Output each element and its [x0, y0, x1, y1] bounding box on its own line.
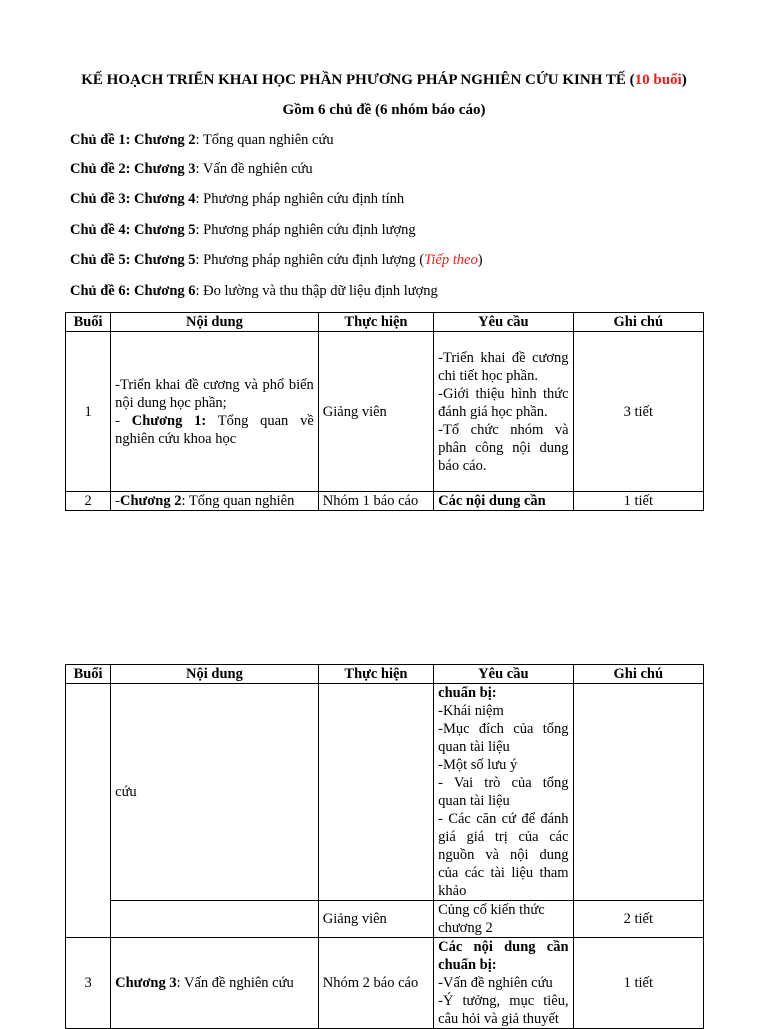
topic-label: Chủ đề 3: Chương 4 — [70, 191, 196, 207]
yeu-cau-item: -Tổ chức nhóm và phân công nội dung báo cáo. — [438, 421, 569, 474]
cell-buoi: 3 — [66, 938, 111, 1029]
header-noi-dung: Nội dung — [111, 313, 319, 332]
header-ghi-chu: Ghi chú — [573, 665, 703, 684]
yeu-cau-item: -Giới thiệu hình thức đánh giá học phần. — [438, 385, 569, 420]
prefix: - — [115, 493, 120, 509]
topic-label: Chủ đề 5: Chương 5 — [70, 252, 196, 268]
schedule-table-page1 — [65, 312, 704, 511]
topic-label: Chủ đề 4: Chương 5 — [70, 222, 196, 238]
yeu-cau-item: - Các căn cứ để đánh giá giá trị của các nguồn và nội dung của các tài liệu tham khảo — [438, 811, 569, 899]
chapter-text: Tổng quan về nghiên cứu khoa học — [115, 412, 314, 447]
topic-text: : Phương pháp nghiên cứu định lượng — [195, 222, 416, 238]
yeu-cau-heading-text: chuẩn bị: — [438, 685, 497, 701]
header-buoi: Buổi — [66, 313, 111, 332]
topic-4 — [70, 222, 416, 239]
cell-ghi-chu — [573, 684, 703, 901]
header-thuc-hien: Thực hiện — [318, 665, 433, 684]
table-header-row — [66, 313, 704, 332]
cell-ghi-chu: 3 tiết — [573, 332, 703, 492]
topic-text: : Vấn đề nghiên cứu — [195, 161, 313, 177]
table-row — [66, 332, 704, 492]
document-title — [0, 72, 768, 89]
cell-noi-dung — [111, 492, 319, 511]
yeu-cau-heading-text: Các nội dung cần chuẩn bị: — [438, 939, 569, 973]
cell-yeu-cau — [434, 492, 573, 511]
topic-1 — [70, 132, 334, 149]
header-yeu-cau: Yêu cầu — [434, 313, 573, 332]
yeu-cau-item: -Vấn đề nghiên cứu — [438, 975, 553, 991]
topic-text: : Phương pháp nghiên cứu định tính — [195, 191, 405, 207]
yeu-cau-item: - Vai trò của tổng quan tài liệu — [438, 775, 569, 809]
schedule-table-page2 — [65, 664, 704, 1029]
cell-yeu-cau — [434, 332, 573, 492]
chapter-label: Chương 3 — [115, 975, 177, 991]
topic-text: : Tổng quan nghiên cứu — [195, 132, 334, 148]
cell-thuc-hien: Nhóm 1 báo cáo — [318, 492, 433, 511]
topic-text: : Phương pháp nghiên cứu định lượng ( — [195, 252, 425, 268]
yeu-cau-item: -Ý tưởng, mục tiêu, câu hỏi và giả thuyết — [438, 993, 569, 1027]
chapter-label: Chương 2 — [119, 493, 182, 509]
cell-yeu-cau — [434, 938, 573, 1029]
topic-label: Chủ đề 6: Chương 6 — [70, 283, 196, 299]
topic-6 — [70, 283, 438, 300]
header-ghi-chu: Ghi chú — [573, 313, 703, 332]
cell-noi-dung: cứu — [111, 684, 319, 901]
cell-ghi-chu: 2 tiết — [573, 901, 703, 938]
topic-label: Chủ đề 1: Chương 2 — [70, 132, 196, 148]
cell-buoi: 2 — [66, 492, 111, 511]
table-row — [66, 901, 704, 938]
cell-yeu-cau — [434, 684, 573, 901]
topic-2 — [70, 161, 313, 178]
cell-buoi — [66, 684, 111, 938]
yeu-cau-heading — [438, 684, 568, 702]
cell-thuc-hien: Giảng viên — [318, 901, 433, 938]
header-thuc-hien: Thực hiện — [318, 313, 433, 332]
cell-thuc-hien — [318, 684, 433, 901]
header-buoi: Buổi — [66, 665, 111, 684]
document-subtitle: Gồm 6 chủ đề (6 nhóm báo cáo) — [282, 102, 486, 118]
prefix: - — [115, 412, 132, 429]
cell-yeu-cau: Củng cố kiến thức chương 2 — [434, 901, 573, 938]
header-noi-dung: Nội dung — [111, 665, 319, 684]
cell-thuc-hien: Nhóm 2 báo cáo — [318, 938, 433, 1029]
cell-thuc-hien: Giảng viên — [318, 332, 433, 492]
yeu-cau-heading: Các nội dung cần — [438, 493, 546, 509]
table-header-row — [66, 665, 704, 684]
yeu-cau-item: -Khái niệm — [438, 703, 504, 719]
cell-noi-dung — [111, 901, 319, 938]
cell-buoi: 1 — [66, 332, 111, 492]
topic-continued-note: Tiếp theo — [424, 252, 478, 268]
yeu-cau-item: -Một số lưu ý — [438, 757, 518, 773]
chapter-label: Chương 1: — [131, 412, 207, 429]
chapter-text: : Vấn đề nghiên cứu — [176, 975, 294, 991]
table-row — [66, 492, 704, 511]
topic-close: ) — [477, 252, 483, 268]
noi-dung-line: -Triển khai đề cương và phổ biến nội dung học phần; — [115, 376, 314, 411]
noi-dung-line — [115, 412, 314, 448]
topic-text: : Đo lường và thu thập dữ liệu định lượng — [195, 283, 438, 299]
title-text: KẾ HOẠCH TRIỂN KHAI HỌC PHẦN PHƯƠNG PHÁP NGHIÊN CỨU KINH TẾ ( — [81, 72, 635, 88]
table-row — [66, 684, 704, 901]
title-close: ) — [681, 72, 687, 88]
title-session-count: 10 buổi — [634, 72, 682, 88]
yeu-cau-heading — [438, 938, 568, 974]
cell-noi-dung — [111, 938, 319, 1029]
chapter-text: : Tổng quan nghiên — [181, 493, 295, 509]
topic-label: Chủ đề 2: Chương 3 — [70, 161, 196, 177]
yeu-cau-item: -Mục đích của tổng quan tài liệu — [438, 721, 569, 755]
cell-ghi-chu: 1 tiết — [573, 492, 703, 511]
cell-noi-dung — [111, 332, 319, 492]
yeu-cau-item: -Triển khai đề cương chi tiết học phần. — [438, 349, 569, 384]
topic-5 — [70, 252, 483, 269]
cell-ghi-chu: 1 tiết — [573, 938, 703, 1029]
header-yeu-cau: Yêu cầu — [434, 665, 573, 684]
topic-3 — [70, 191, 404, 208]
table-row — [66, 938, 704, 1029]
